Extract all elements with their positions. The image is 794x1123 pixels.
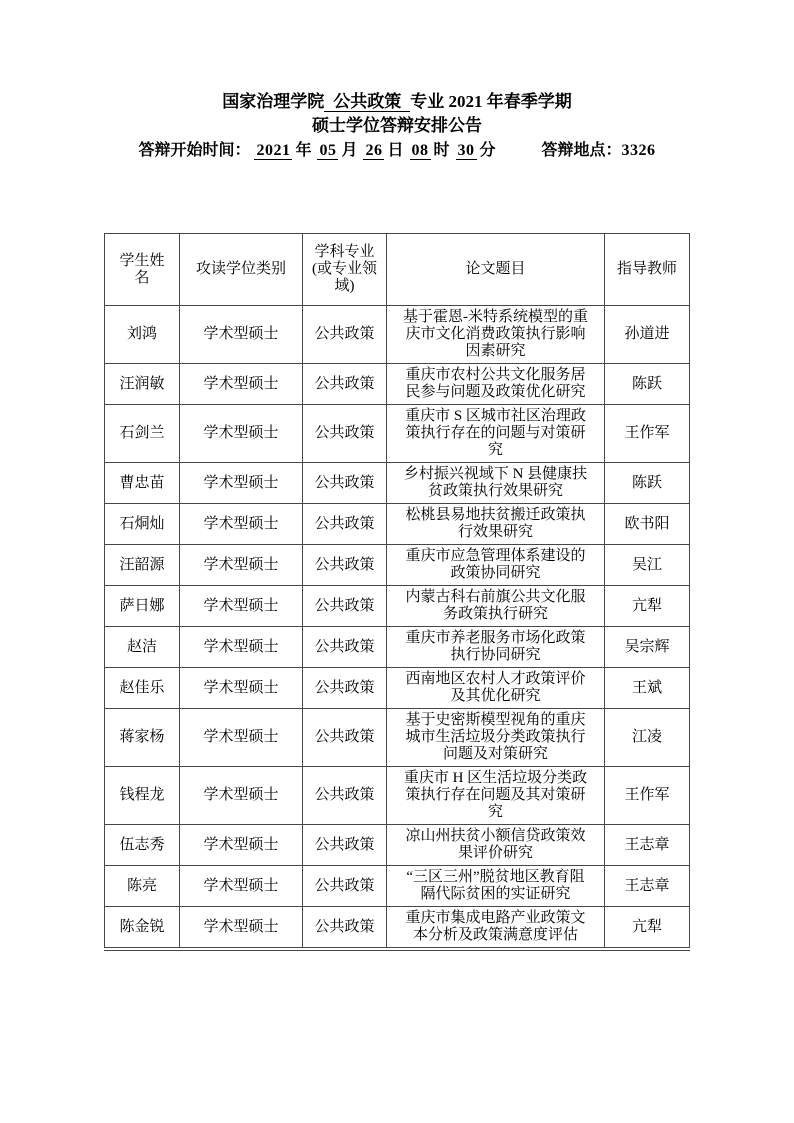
- student-name-cell: 汪韶源: [105, 545, 180, 586]
- degree-type-cell: 学术型硕士: [180, 709, 303, 767]
- header-subject-major: 学科专业(或专业领域): [303, 234, 387, 306]
- student-name-cell: 汪润敏: [105, 364, 180, 405]
- time-year-value: 2021: [256, 142, 291, 159]
- subject-major-cell: 公共政策: [303, 306, 387, 364]
- advisor-cell: 陈跃: [605, 364, 690, 405]
- advisor-cell: 欧书阳: [605, 504, 690, 545]
- title-post: 专业 2021 年春季学期: [410, 92, 572, 111]
- subject-major-cell: 公共政策: [303, 866, 387, 907]
- header-thesis-title: 论文题目: [387, 234, 605, 306]
- student-name-cell: 陈亮: [105, 866, 180, 907]
- time-day-unit: 日: [387, 142, 404, 159]
- subject-major-cell: 公共政策: [303, 463, 387, 504]
- subject-major-cell: 公共政策: [303, 668, 387, 709]
- advisor-cell: 王志章: [605, 825, 690, 866]
- advisor-cell: 王作军: [605, 405, 690, 463]
- time-hour-value: 08: [411, 142, 429, 159]
- header-student-name: 学生姓名: [105, 234, 180, 306]
- table-row: [105, 627, 690, 668]
- table-row: [105, 405, 690, 463]
- student-name-cell: 刘鸿: [105, 306, 180, 364]
- student-name-cell: 曹忠苗: [105, 463, 180, 504]
- subject-major-cell: 公共政策: [303, 709, 387, 767]
- degree-type-cell: 学术型硕士: [180, 668, 303, 709]
- time-day-value: 26: [365, 142, 383, 159]
- table-row: [105, 463, 690, 504]
- subject-major-cell: 公共政策: [303, 545, 387, 586]
- advisor-cell: 王斌: [605, 668, 690, 709]
- student-name-cell: 萨日娜: [105, 586, 180, 627]
- student-name-cell: 伍志秀: [105, 825, 180, 866]
- table-row: [105, 825, 690, 866]
- thesis-title-cell: 重庆市 S 区城市社区治理政策执行存在的问题与对策研究: [387, 405, 605, 463]
- degree-type-cell: 学术型硕士: [180, 463, 303, 504]
- thesis-title-cell: 乡村振兴视域下 N 县健康扶贫政策执行效果研究: [387, 463, 605, 504]
- advisor-cell: 亢犁: [605, 586, 690, 627]
- defense-schedule-table: [104, 233, 690, 951]
- degree-type-cell: 学术型硕士: [180, 545, 303, 586]
- advisor-cell: 江凌: [605, 709, 690, 767]
- degree-type-cell: 学术型硕士: [180, 306, 303, 364]
- advisor-cell: 孙道进: [605, 306, 690, 364]
- subject-major-cell: 公共政策: [303, 627, 387, 668]
- table-row: [105, 866, 690, 907]
- subject-major-cell: 公共政策: [303, 907, 387, 950]
- degree-type-cell: 学术型硕士: [180, 907, 303, 950]
- subject-major-cell: 公共政策: [303, 364, 387, 405]
- advisor-cell: 王作军: [605, 767, 690, 825]
- table-row: [105, 907, 690, 950]
- subject-major-cell: 公共政策: [303, 405, 387, 463]
- time-label: 答辩开始时间：: [138, 142, 251, 159]
- degree-type-cell: 学术型硕士: [180, 825, 303, 866]
- location-label: 答辩地点：: [541, 142, 622, 159]
- thesis-title-cell: 重庆市应急管理体系建设的政策协同研究: [387, 545, 605, 586]
- advisor-cell: 吴江: [605, 545, 690, 586]
- advisor-cell: 亢犁: [605, 907, 690, 950]
- table-row: [105, 586, 690, 627]
- degree-type-cell: 学术型硕士: [180, 504, 303, 545]
- advisor-cell: 王志章: [605, 866, 690, 907]
- degree-type-cell: 学术型硕士: [180, 627, 303, 668]
- table-row: [105, 668, 690, 709]
- thesis-title-cell: 内蒙古科右前旗公共文化服务政策执行研究: [387, 586, 605, 627]
- table-row: [105, 709, 690, 767]
- student-name-cell: 石烔灿: [105, 504, 180, 545]
- advisor-cell: 吴宗辉: [605, 627, 690, 668]
- subject-major-cell: 公共政策: [303, 767, 387, 825]
- table-row: [105, 306, 690, 364]
- thesis-title-cell: 重庆市集成电路产业政策文本分析及政策满意度评估: [387, 907, 605, 950]
- student-name-cell: 赵佳乐: [105, 668, 180, 709]
- thesis-title-cell: 重庆市农村公共文化服务居民参与问题及政策优化研究: [387, 364, 605, 405]
- thesis-title-cell: 西南地区农村人才政策评价及其优化研究: [387, 668, 605, 709]
- table-header-row: [105, 234, 690, 306]
- student-name-cell: 陈金锐: [105, 907, 180, 950]
- document-title-line1: [0, 90, 794, 114]
- time-minute-unit: 分: [479, 142, 496, 159]
- time-hour-unit: 时: [433, 142, 450, 159]
- major-underlined: 公共政策: [324, 92, 410, 112]
- table-row: [105, 364, 690, 405]
- time-year-unit: 年: [295, 142, 312, 159]
- degree-type-cell: 学术型硕士: [180, 405, 303, 463]
- table-row: [105, 767, 690, 825]
- time-month-unit: 月: [341, 142, 358, 159]
- defense-meta-line: [0, 139, 794, 163]
- time-minute-value: 30: [457, 142, 475, 159]
- student-name-cell: 蒋家杨: [105, 709, 180, 767]
- degree-type-cell: 学术型硕士: [180, 866, 303, 907]
- thesis-title-cell: 重庆市 H 区生活垃圾分类政策执行存在问题及其对策研究: [387, 767, 605, 825]
- table-row: [105, 545, 690, 586]
- thesis-title-cell: 松桃县易地扶贫搬迁政策执行效果研究: [387, 504, 605, 545]
- degree-type-cell: 学术型硕士: [180, 767, 303, 825]
- header-degree-type: 攻读学位类别: [180, 234, 303, 306]
- student-name-cell: 赵洁: [105, 627, 180, 668]
- header-advisor: 指导教师: [605, 234, 690, 306]
- student-name-cell: 钱程龙: [105, 767, 180, 825]
- document-title-line2: 硕士学位答辩安排公告: [312, 116, 482, 135]
- thesis-title-cell: 重庆市养老服务市场化政策执行协同研究: [387, 627, 605, 668]
- title-pre: 国家治理学院: [222, 92, 325, 111]
- thesis-title-cell: 基于霍恩-米特系统模型的重庆市文化消费政策执行影响因素研究: [387, 306, 605, 364]
- title-block: [0, 90, 794, 163]
- subject-major-cell: 公共政策: [303, 825, 387, 866]
- subject-major-cell: 公共政策: [303, 504, 387, 545]
- degree-type-cell: 学术型硕士: [180, 586, 303, 627]
- degree-type-cell: 学术型硕士: [180, 364, 303, 405]
- advisor-cell: 陈跃: [605, 463, 690, 504]
- time-month-value: 05: [319, 142, 337, 159]
- thesis-title-cell: 基于史密斯模型视角的重庆城市生活垃圾分类政策执行问题及对策研究: [387, 709, 605, 767]
- thesis-title-cell: “三区三州”脱贫地区教育阻隔代际贫困的实证研究: [387, 866, 605, 907]
- student-name-cell: 石剑兰: [105, 405, 180, 463]
- table-row: [105, 504, 690, 545]
- subject-major-cell: 公共政策: [303, 586, 387, 627]
- thesis-title-cell: 凉山州扶贫小额信贷政策效果评价研究: [387, 825, 605, 866]
- location-value: 3326: [621, 142, 656, 159]
